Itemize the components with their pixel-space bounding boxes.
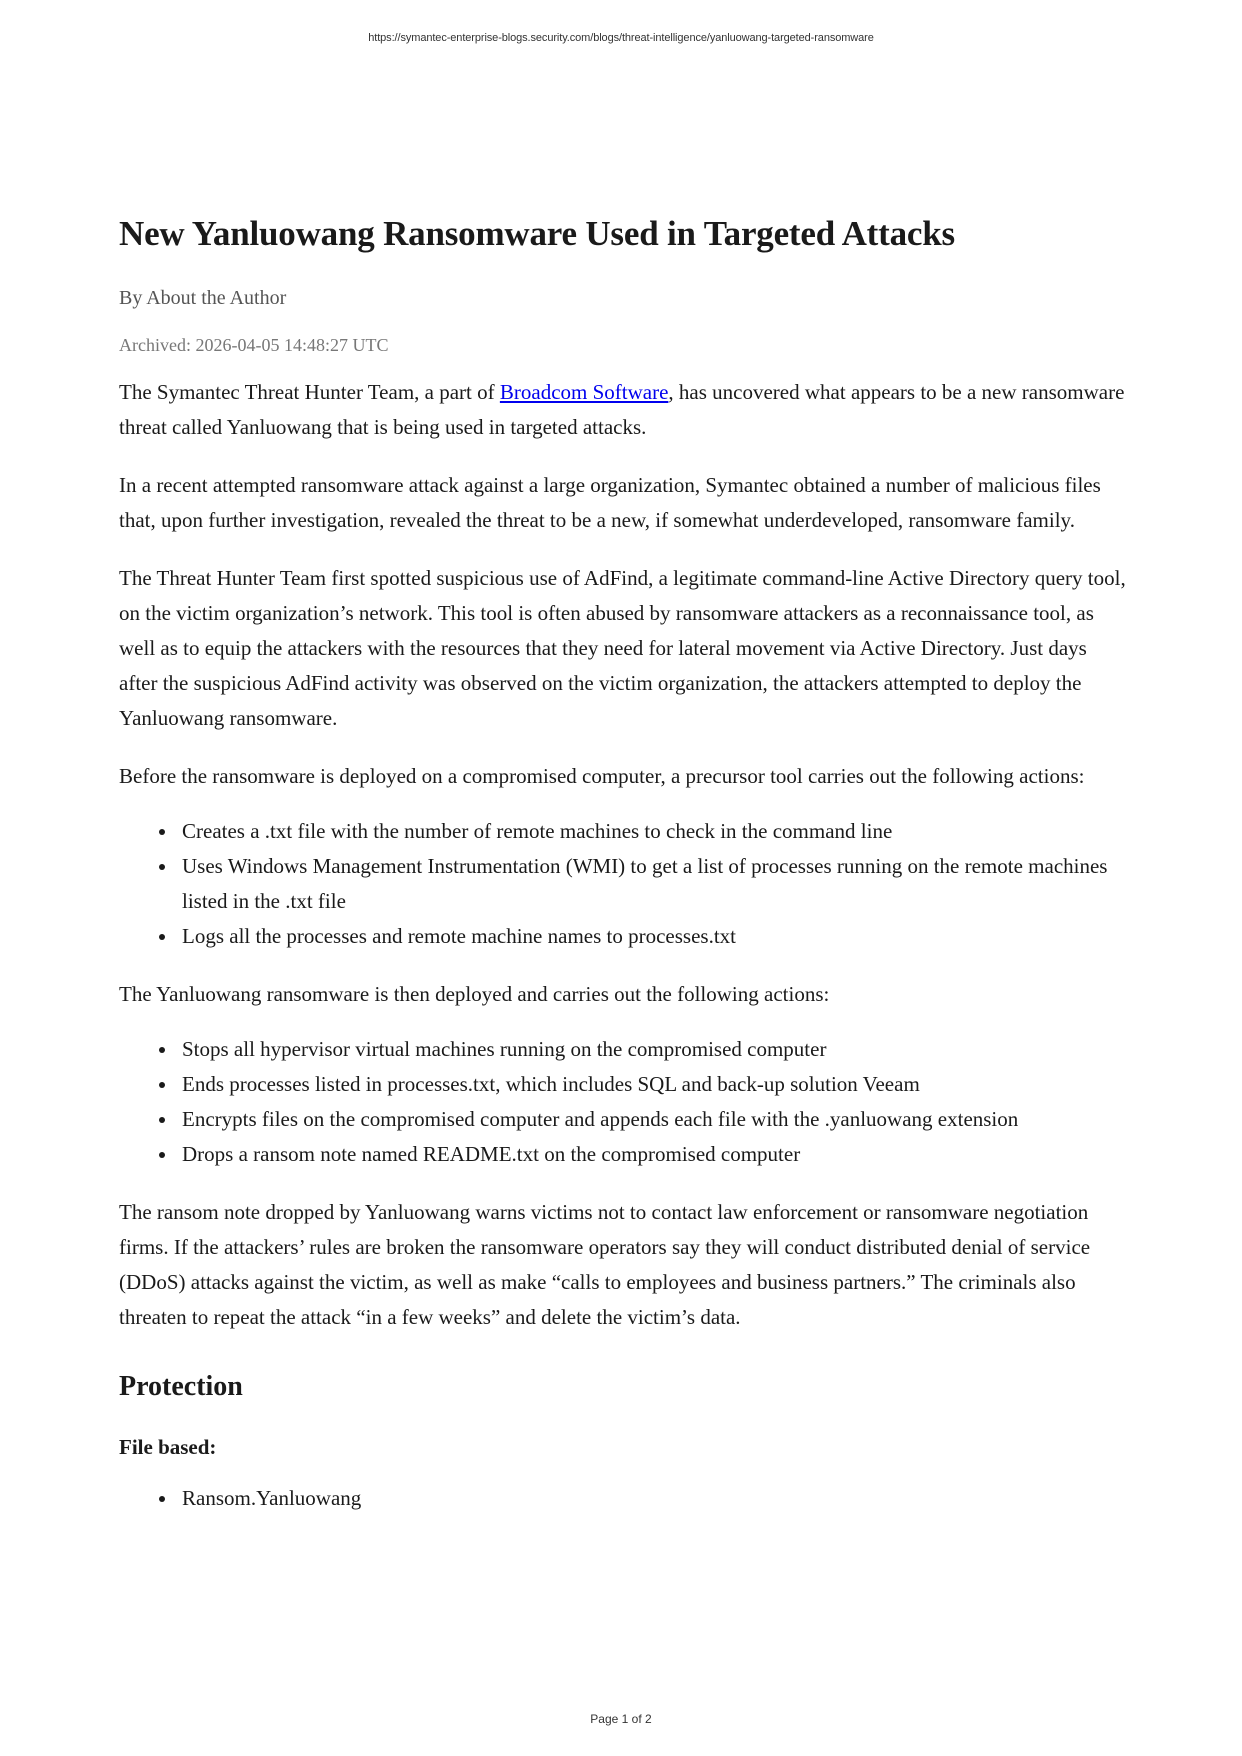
list-item: Creates a .txt file with the number of remote machines to check in the command line xyxy=(182,814,1129,849)
file-based-heading: File based: xyxy=(119,1435,217,1459)
ransomware-actions-list xyxy=(119,1032,1129,1172)
archived-timestamp: Archived: 2026-04-05 14:48:27 UTC xyxy=(119,335,389,355)
paragraph-precursor-intro: Before the ransomware is deployed on a compromised computer, a precursor tool carries out the following actions: xyxy=(119,764,1085,788)
page-url-header: https://symantec-enterprise-blogs.security.com/blogs/threat-intelligence/yanluowang-targeted-ransomware xyxy=(368,32,874,44)
protection-heading: Protection xyxy=(119,1371,243,1402)
article-title: New Yanluowang Ransomware Used in Targeted Attacks xyxy=(119,214,955,253)
article-byline: By About the Author xyxy=(119,287,287,309)
intro-text-before-link: The Symantec Threat Hunter Team, a part of xyxy=(119,380,500,404)
intro-text-after-link: , has uncovered what appears to be a new ransomware threat called Yanluowang that is being used in targeted attacks. xyxy=(119,380,1125,439)
list-item: Uses Windows Management Instrumentation (WMI) to get a list of processes running on the remote machines listed in the .txt file xyxy=(182,849,1129,919)
paragraph-attack-overview: In a recent attempted ransomware attack against a large organization, Symantec obtained a number of malicious files that, upon further investigation, revealed the threat to be a new, if somewhat underdeveloped, ransomware family. xyxy=(119,473,1101,532)
article xyxy=(119,212,1129,1516)
paragraph-adfind: The Threat Hunter Team first spotted suspicious use of AdFind, a legitimate command-line Active Directory query tool, on the victim organization’s network. This tool is often abused by ransomware attackers as a reconnaissance tool, as well as to equip the attackers with the resources that they need for lateral movement via Active Directory. Just days after the suspicious AdFind activity was observed on the victim organization, the attackers attempted to deploy the Yanluowang ransomware. xyxy=(119,566,1126,730)
list-item: Ends processes listed in processes.txt, which includes SQL and back-up solution Veeam xyxy=(182,1067,1129,1102)
broadcom-software-link[interactable]: Broadcom Software xyxy=(499,380,669,404)
page-indicator: Page 1 of 2 xyxy=(590,1712,652,1726)
list-item: Encrypts files on the compromised computer and appends each file with the .yanluowang extension xyxy=(182,1102,1129,1137)
paragraph-ransomware-intro: The Yanluowang ransomware is then deployed and carries out the following actions: xyxy=(119,982,830,1006)
intro-paragraph xyxy=(119,375,1129,445)
precursor-actions-list xyxy=(119,814,1129,954)
list-item: Stops all hypervisor virtual machines running on the compromised computer xyxy=(182,1032,1129,1067)
file-based-list xyxy=(119,1481,1129,1516)
paragraph-ransom-note: The ransom note dropped by Yanluowang warns victims not to contact law enforcement or ransomware negotiation firms. If the attackers’ rules are broken the ransomware operators say they will conduct distributed denial of service (DDoS) attacks against the victim, as well as make “calls to employees and business partners.” The criminals also threaten to repeat the attack “in a few weeks” and delete the victim’s data. xyxy=(119,1200,1091,1329)
list-item: Ransom.Yanluowang xyxy=(182,1481,1129,1516)
list-item: Drops a ransom note named README.txt on the compromised computer xyxy=(182,1137,1129,1172)
list-item: Logs all the processes and remote machine names to processes.txt xyxy=(182,919,1129,954)
